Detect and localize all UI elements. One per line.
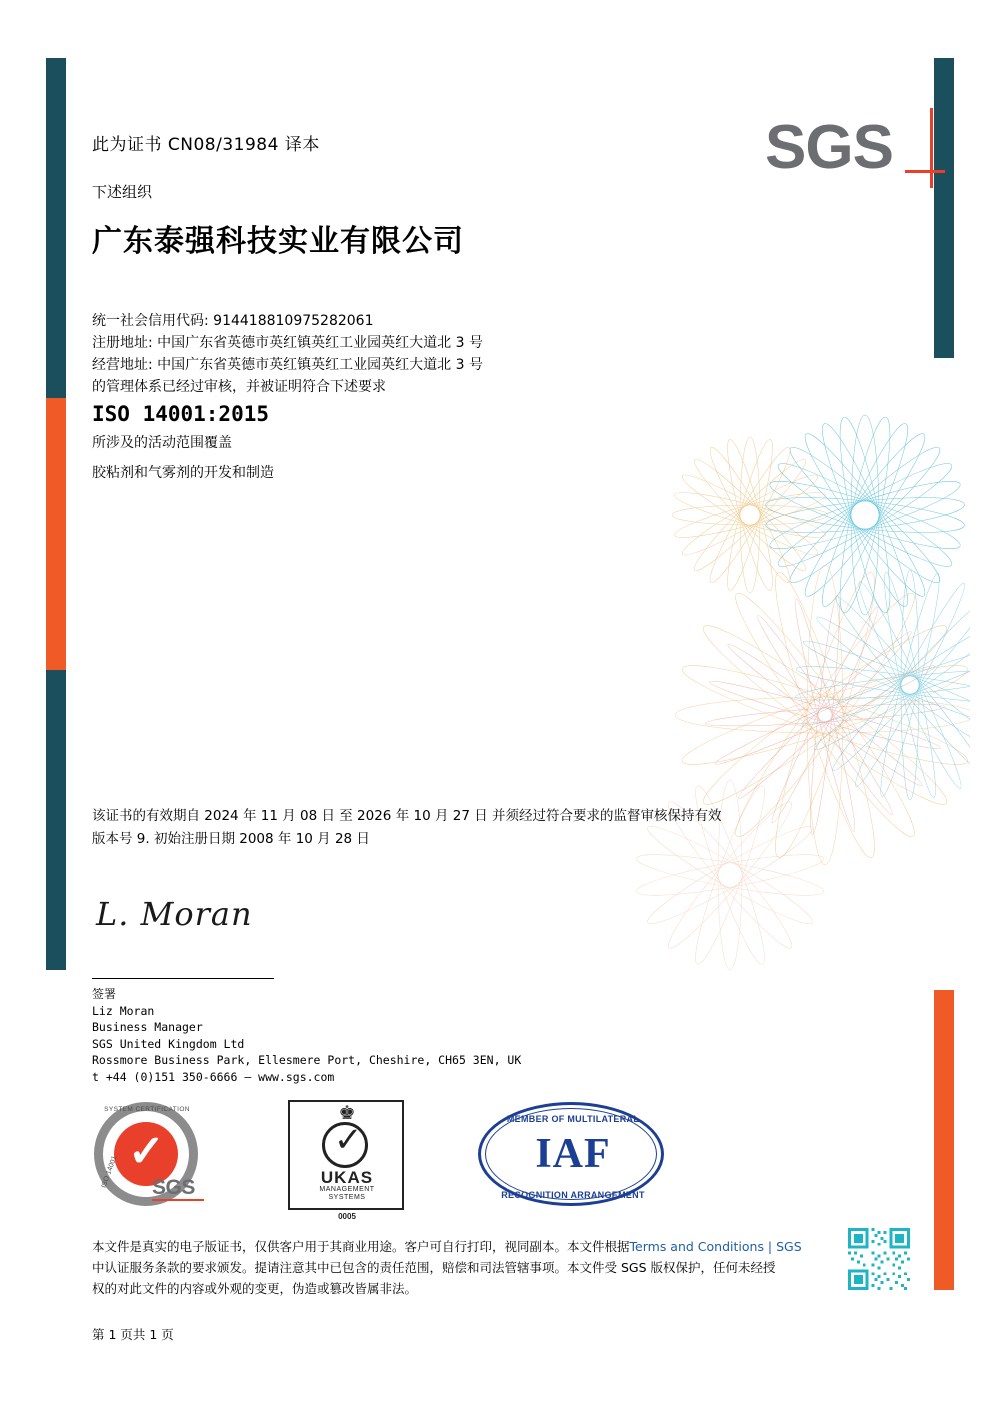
validity-line-1: 该证书的有效期自 2024 年 11 月 08 日 至 2026 年 10 月 27 日 并须经过符合要求的监督审核保持有效 — [92, 808, 722, 824]
iaf-mark — [478, 1100, 668, 1212]
footer-part-2: 中认证服务条款的要求颁发。提请注意其中已包含的责任范围，赔偿和司法管辖事项。本文件受 SGS 版权保护，任何未经授 — [92, 1260, 776, 1275]
decorative-bar-right-teal — [934, 58, 954, 358]
footer-disclaimer — [92, 1236, 832, 1299]
sgs-logo-accent-vertical — [930, 108, 933, 188]
signer-title: Business Manager — [92, 1020, 203, 1034]
sgs-system-certification-mark — [88, 1100, 228, 1210]
handwritten-signature: L. Moran — [96, 895, 253, 933]
certificate-body — [92, 130, 792, 484]
validity-line-2: 版本号 9. 初始注册日期 2008 年 10 月 28 日 — [92, 831, 370, 847]
iaf-mark-bottom-text: RECOGNITION ARRANGEMENT — [501, 1190, 645, 1200]
ukas-mark-sub-line1: MANAGEMENT — [319, 1186, 375, 1193]
iaf-mark-name: IAF — [535, 1131, 611, 1177]
iaf-mark-top-text: MEMBER OF MULTILATERAL — [506, 1114, 640, 1124]
decorative-bar-right-orange — [934, 990, 954, 1290]
signer-details — [92, 986, 521, 1085]
signature-rule — [92, 978, 274, 979]
registered-address: 注册地址: 中国广东省英德市英红镇英红工业园英红大道北 3 号 — [92, 335, 483, 351]
ukas-check-icon — [322, 1122, 368, 1168]
footer-part-1: 本文件是真实的电子版证书，仅供客户用于其商业用途。客户可自行打印，视同副本。本文件根据 — [92, 1239, 630, 1254]
decorative-bar-left-orange — [46, 398, 66, 670]
verification-qr-code[interactable] — [848, 1228, 910, 1290]
sgs-mark-brand-rule — [152, 1199, 204, 1201]
translation-note: 此为证书 CN08/31984 译本 — [92, 135, 320, 155]
crown-icon: ♚ — [338, 1103, 356, 1124]
signer-address: Rossmore Business Park, Ellesmere Port, Cheshire, CH65 3EN, UK — [92, 1053, 522, 1067]
operating-address: 经营地址: 中国广东省英德市英红镇英红工业园英红大道北 3 号 — [92, 357, 483, 373]
scope-text: 胶粘剂和气雾剂的开发和制造 — [92, 465, 274, 481]
ukas-mark-name: UKAS — [320, 1168, 374, 1187]
validity-block — [92, 805, 872, 851]
standard-name: ISO 14001:2015 — [92, 402, 270, 426]
page-number: 第 1 页共 1 页 — [92, 1327, 174, 1342]
sgs-mark-side-text: ISO 14001 — [100, 1155, 119, 1189]
credit-code: 统一社会信用代码: 914418810975282061 — [92, 313, 374, 329]
decorative-bar-left-teal-mid — [46, 670, 66, 970]
audit-statement: 的管理体系已经过审核，并被证明符合下述要求 — [92, 379, 386, 395]
signer-name: Liz Moran — [92, 1003, 155, 1018]
footer-part-3: 权的对此文件的内容或外观的变更，伪造或篡改皆属非法。 — [92, 1281, 418, 1296]
decorative-bar-left-teal-top — [46, 58, 66, 398]
sgs-mark-brand: SGS — [152, 1176, 195, 1199]
ukas-mark — [288, 1100, 406, 1221]
sgs-mark-top-text: SYSTEM CERTIFICATION — [104, 1106, 190, 1113]
signer-contact: t +44 (0)151 350-6666 – www.sgs.com — [92, 1069, 335, 1084]
sgs-logo-accent-horizontal — [905, 170, 945, 173]
sgs-logo-text: SGS — [765, 113, 893, 182]
ukas-mark-sub-line2: SYSTEMS — [328, 1194, 366, 1201]
signature-label: 签署 — [92, 987, 117, 1001]
terms-and-conditions-link[interactable]: Terms and Conditions | SGS — [629, 1239, 802, 1254]
organization-label: 下述组织 — [92, 183, 153, 201]
ukas-mark-number: 0005 — [338, 1212, 356, 1221]
signer-company: SGS United Kingdom Ltd — [92, 1036, 245, 1051]
ukas-mark-sub — [288, 1186, 406, 1202]
scope-label: 所涉及的活动范围覆盖 — [92, 435, 232, 451]
company-name: 广东泰强科技实业有限公司 — [92, 224, 464, 259]
